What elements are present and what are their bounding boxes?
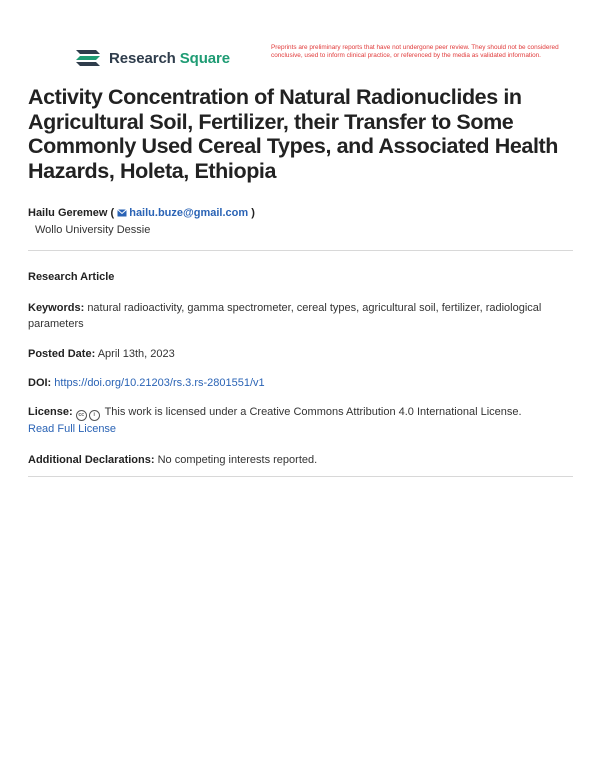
doi-label: DOI:: [28, 377, 52, 389]
preprint-disclaimer: Preprints are preliminary reports that have not undergone peer review. They should not be considered conclusive, used to inform clinical practice, or referenced by the media as validated information.: [271, 44, 559, 59]
doi-link[interactable]: https://doi.org/10.21203/rs.3.rs-2801551/v1: [54, 377, 265, 389]
attribution-icon: i: [89, 410, 100, 421]
divider: [28, 476, 573, 477]
author-name: Hailu Geremew: [28, 207, 108, 219]
doi-field: [28, 375, 573, 391]
declarations-value: No competing interests reported.: [157, 454, 318, 466]
license-field: [28, 404, 573, 437]
posted-date-value: April 13th, 2023: [97, 348, 175, 360]
author-email-link[interactable]: hailu.buze@gmail.com: [129, 207, 249, 219]
license-label: License:: [28, 406, 73, 418]
envelope-icon: [117, 208, 127, 220]
declarations-label: Additional Declarations:: [28, 454, 155, 466]
author-affiliation: Wollo University Dessie: [35, 224, 151, 236]
keywords-value: natural radioactivity, gamma spectrometer, cereal types, agricultural soil, fertilizer, radiological parameters: [28, 302, 542, 330]
posted-date-label: Posted Date:: [28, 348, 96, 360]
keywords-label: Keywords:: [28, 302, 85, 314]
paper-title: Activity Concentration of Natural Radionuclides in Agricultural Soil, Fertilizer, their Transfer to Some Commonly Used Cereal Types, and Associated Health Hazards, Holeta, Ethiopia: [28, 85, 559, 183]
posted-date-field: [28, 346, 573, 362]
read-full-license-link[interactable]: Read Full License: [28, 423, 117, 435]
license-text: This work is licensed under a Creative Commons Attribution 4.0 International License.: [104, 406, 522, 418]
keywords-field: [28, 300, 573, 332]
research-square-logo[interactable]: [74, 47, 230, 69]
author-line: Hailu Geremew ( hailu.buze@gmail.com ): [28, 207, 255, 219]
article-type: Research Article: [28, 271, 115, 283]
divider: [28, 250, 573, 251]
logo-wordmark: Research Square: [109, 49, 231, 67]
declarations-field: [28, 452, 573, 468]
research-square-logo-icon: [74, 47, 102, 69]
creative-commons-icon: cc: [76, 410, 87, 421]
